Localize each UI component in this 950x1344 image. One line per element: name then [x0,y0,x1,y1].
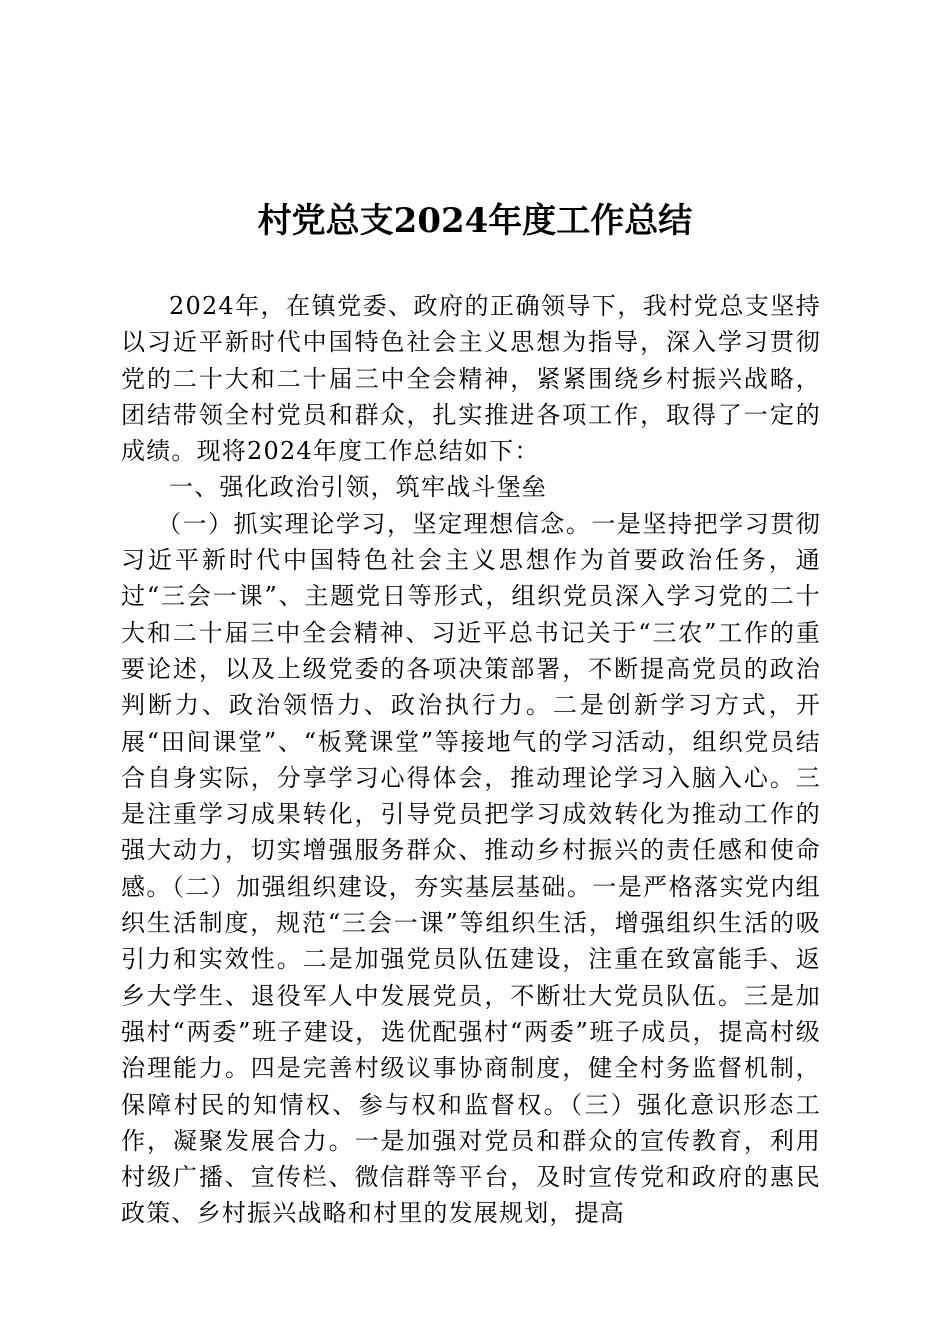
document-title: 村党总支2024年度工作总结 [257,201,693,241]
section-heading: 一、强化政治引领，筑牢战斗堡垒 [169,473,547,502]
section-body-paragraph: （一）抓实理论学习，坚定理想信念。一是坚持把学习贯彻习近平新时代中国特色社会主义思想作为首要政治任务，通过“三会一课”、主题党日等形式，组织党员深入学习党的二十大和二十届三中全会精神、习近平总书记关于“三农”工作的重要论述，以及上级党委的各项决策部署，不断提高党员的政治判断力、政治领悟力、政治执行力。二是创新学习方式，开展“田间课堂”、“板凳课堂”等接地气的学习活动，组织党员结合自身实际，分享学习心得体会，推动理论学习入脑入心。三是注重学习成果转化，引导党员把学习成效转化为推动工作的强大动力，切实增强服务群众、推动乡村振兴的责任感和使命感。（二）加强组织建设，夯实基层基础。一是严格落实党内组织生活制度，规范“三会一课”等组织生活，增强组织生活的吸引力和实效性。二是加强党员队伍建设，注重在致富能手、返乡大学生、退役军人中发展党员，不断壮大党员队伍。三是加强村“两委”班子建设，选优配强村“两委”班子成员，提高村级治理能力。四是完善村级议事协商制度，健全村务监督机制，保障村民的知情权、参与权和监督权。（三）强化意识形态工作，凝聚发展合力。一是加强对党员和群众的宣传教育，利用村级广播、宣传栏、微信群等平台，及时宣传党和政府的惠民政策、乡村振兴战略和村里的发展规划，提高 [121,509,821,1228]
document-body [121,288,821,1232]
intro-paragraph: 2024年，在镇党委、政府的正确领导下，我村党总支坚持以习近平新时代中国特色社会主义思想为指导，深入学习贯彻党的二十大和二十届三中全会精神，紧紧围绕乡村振兴战略，团结带领全村党员和群众，扎实推进各项工作，取得了一定的成绩。现将2024年度工作总结如下： [121,292,821,466]
